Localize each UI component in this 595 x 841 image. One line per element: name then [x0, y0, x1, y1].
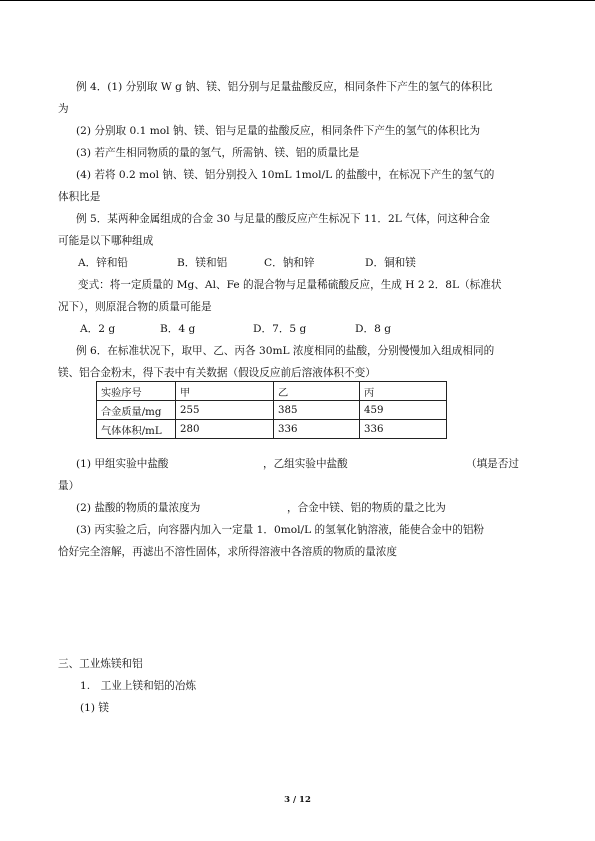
q6-part1-line2: 量） [58, 480, 80, 492]
table-header-cell: 乙 [274, 382, 360, 401]
q6-line1: 例 6．在标准状况下，取甲、乙、丙各 30mL 浓度相同的盐酸，分别慢慢加入组成相同的 [76, 345, 495, 357]
table-header-cell: 实验序号 [97, 382, 176, 401]
section-heading: 三、工业炼镁和铝 [58, 658, 143, 670]
subsection-heading: 1. 工业上镁和铝的冶炼 [80, 680, 197, 692]
table-cell: 459 [360, 401, 447, 420]
q5-line1: 例 5．某两种金属组成的合金 30 与足量的酸反应产生标况下 11．2L 气体，问这种合金 [76, 213, 490, 225]
q5-option-a: A．锌和铅 [78, 257, 129, 269]
q6-part1-c: （填是否过 [466, 458, 519, 470]
q4-part3: (3) 若产生相同物质的量的氢气，所需钠、镁、铝的质量比是 [76, 147, 360, 159]
q6-part2-a: (2) 盐酸的物质的量浓度为 [76, 502, 201, 514]
table-cell: 336 [274, 420, 360, 439]
q4-part2: (2) 分别取 0.1 mol 钠、镁、铝与足量的盐酸反应，相同条件下产生的氢气的体积比为 [76, 125, 481, 137]
variant-option-a: A．2 g [80, 323, 116, 335]
q6-part1-a: (1) 甲组实验中盐酸 [76, 458, 169, 470]
table-row [97, 401, 447, 420]
table-cell: 280 [176, 420, 274, 439]
page-number: 3 / 12 [284, 795, 311, 805]
table-cell: 气体体积/mL [97, 420, 176, 439]
q4-part1-line2: 为 [58, 103, 69, 115]
q6-line2: 镁、铝合金粉末，得下表中有关数据（假设反应前后溶液体积不变） [58, 367, 376, 379]
variant-line1: 变式：将一定质量的 Mg、Al、Fe 的混合物与足量稀硫酸反应，生成 H 2 2．8L（标准状 [78, 279, 502, 291]
q5-option-b: B．镁和铝 [177, 257, 228, 269]
header-rule [0, 0, 595, 1]
table-header-cell: 甲 [176, 382, 274, 401]
variant-line2: 况下），则原混合物的质量可能是 [58, 301, 212, 313]
sub-item-magnesium: (1) 镁 [80, 702, 109, 714]
q5-option-d: D．铜和镁 [365, 257, 416, 269]
table-row [97, 420, 447, 439]
table-cell: 385 [274, 401, 360, 420]
table-header-cell: 丙 [360, 382, 447, 401]
q6-part2-b: ，合金中镁、铝的物质的量之比为 [287, 502, 446, 514]
variant-option-c: D．7．5 g [253, 323, 307, 335]
variant-option-b: B．4 g [160, 323, 196, 335]
variant-option-d: D．8 g [355, 323, 391, 335]
q5-option-c: C．钠和锌 [264, 257, 315, 269]
table-cell: 336 [360, 420, 447, 439]
table-header-row [97, 382, 447, 401]
q6-part1-b: ，乙组实验中盐酸 [263, 458, 348, 470]
table-cell: 255 [176, 401, 274, 420]
q4-part4-line2: 体积比是 [58, 191, 101, 203]
q4-part4-line1: (4) 若将 0.2 mol 钠、镁、铝分别投入 10mL 1mol/L 的盐酸中，在标况下产生的氢气的 [76, 169, 495, 181]
q5-line2: 可能是以下哪种组成 [58, 235, 154, 247]
q4-part1-line1: 例 4．(1) 分别取 W g 钠、镁、铝分别与足量盐酸反应，相同条件下产生的氢气的体积比 [76, 81, 493, 93]
experiment-data-table [96, 381, 447, 439]
q6-part3-line2: 恰好完全溶解，再滤出不溶性固体，求所得溶液中各溶质的物质的量浓度 [58, 546, 397, 558]
table-cell: 合金质量/mg [97, 401, 176, 420]
q6-part3-line1: (3) 丙实验之后，向容器内加入一定量 1．0mol/L 的氢氧化钠溶液，能使合金中的铝粉 [76, 524, 485, 536]
